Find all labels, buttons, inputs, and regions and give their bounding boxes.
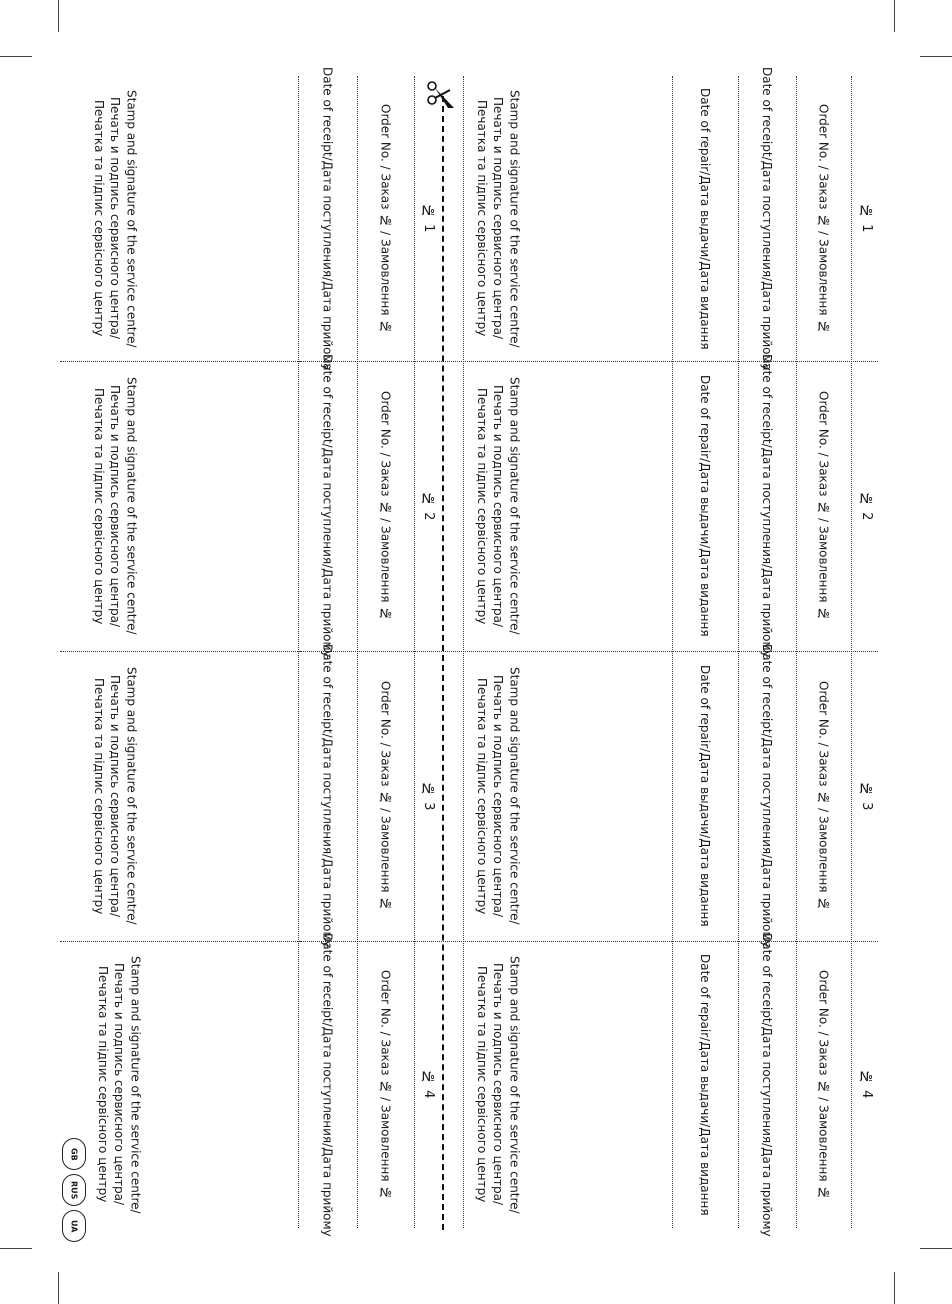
date-of-repair-label: Date of repair/Дата выдачи/Дата видання [698, 375, 713, 637]
language-badges [62, 1138, 86, 1242]
coupon-number: № 4 [420, 1070, 436, 1099]
coupon-number: № 2 [420, 491, 436, 521]
language-badge-rus: RUS [62, 1174, 86, 1206]
date-of-receipt-label: Date of receipt/Дата поступления/Дата прийому [320, 66, 335, 371]
coupon-number: № 3 [858, 781, 874, 811]
date-of-receipt-label: Date of receipt/Дата поступления/Дата прийому [760, 932, 775, 1237]
stamp-signature-label: Stamp and signature of the service centre/ Печать и подпись сервисного центра/ Печатка та підпис сервісного центру [474, 667, 522, 925]
coupon-number: № 4 [858, 1070, 874, 1099]
order-no-label: Order No. / Заказ № / Замовлення № [378, 681, 393, 911]
stamp-signature-label: Stamp and signature of the service centre/ Печать и подпись сервисного центра/ Печатка та підпис сервісного центру [91, 667, 139, 925]
cut-line [442, 96, 444, 1230]
coupon-number: № 1 [858, 204, 874, 233]
crop-mark [58, 1272, 59, 1304]
date-of-repair-label: Date of repair/Дата выдачи/Дата видання [698, 87, 713, 350]
crop-mark [920, 1248, 952, 1249]
stamp-signature-label: Stamp and signature of the service centre/ Печать и подпись сервисного центра/ Печатка та підпис сервісного центру [91, 89, 139, 348]
date-of-receipt-label: Date of receipt/Дата поступления/Дата прийому [320, 354, 335, 658]
order-no-label: Order No. / Заказ № / Замовлення № [378, 103, 393, 334]
order-no-label: Order No. / Заказ № / Замовлення № [378, 391, 393, 621]
date-of-receipt-label: Date of receipt/Дата поступления/Дата прийому [320, 644, 335, 948]
stamp-signature-label: Stamp and signature of the service centre/ Печать и подпись сервисного центра/ Печатка та підпис сервісного центру [95, 955, 143, 1214]
date-of-repair-label: Date of repair/Дата выдачи/Дата видання [698, 953, 713, 1216]
date-of-receipt-label: Date of receipt/Дата поступления/Дата прийому [320, 932, 335, 1237]
language-badge-gb: GB [62, 1138, 86, 1170]
date-of-receipt-label: Date of receipt/Дата поступления/Дата прийому [760, 354, 775, 658]
crop-mark [920, 56, 952, 57]
date-of-receipt-label: Date of receipt/Дата поступления/Дата прийому [760, 644, 775, 948]
crop-mark [0, 56, 32, 57]
coupon-number: № 2 [858, 491, 874, 521]
crop-mark [894, 1272, 895, 1304]
stamp-signature-label: Stamp and signature of the service centre/ Печать и подпись сервисного центра/ Печатка та підпис сервісного центру [91, 377, 139, 635]
date-of-repair-label: Date of repair/Дата выдачи/Дата видання [698, 665, 713, 927]
crop-mark [894, 0, 895, 32]
language-badge-ua: UA [62, 1210, 86, 1242]
order-no-label: Order No. / Заказ № / Замовлення № [816, 969, 831, 1200]
order-no-label: Order No. / Заказ № / Замовлення № [378, 969, 393, 1200]
order-no-label: Order No. / Заказ № / Замовлення № [816, 103, 831, 334]
crop-mark [0, 1248, 32, 1249]
coupon-number: № 3 [420, 781, 436, 811]
stamp-signature-label: Stamp and signature of the service centre/ Печать и подпись сервисного центра/ Печатка та підпис сервісного центру [474, 89, 522, 348]
date-of-receipt-label: Date of receipt/Дата поступления/Дата прийому [760, 66, 775, 371]
coupon-number: № 1 [420, 204, 436, 233]
order-no-label: Order No. / Заказ № / Замовлення № [816, 391, 831, 621]
crop-mark [58, 0, 59, 32]
order-no-label: Order No. / Заказ № / Замовлення № [816, 681, 831, 911]
stamp-signature-label: Stamp and signature of the service centre/ Печать и подпись сервисного центра/ Печатка та підпис сервісного центру [474, 377, 522, 635]
stamp-signature-label: Stamp and signature of the service centre/ Печать и подпись сервисного центра/ Печатка та підпис сервісного центру [474, 955, 522, 1214]
